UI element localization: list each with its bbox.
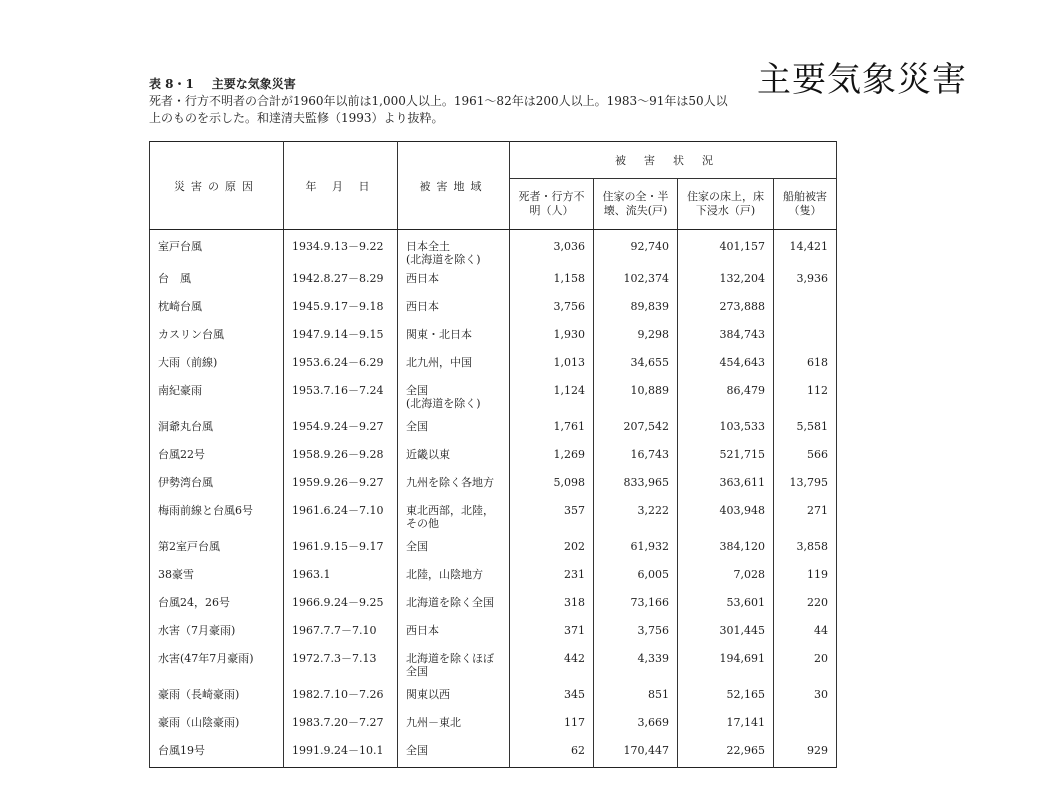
cell-ships: 929 xyxy=(774,739,837,768)
cell-dead: 357 xyxy=(510,499,594,535)
cell-region: 日本全土 (北海道を除く) xyxy=(398,230,510,268)
cell-period: 1953.7.16－7.24 xyxy=(284,379,398,415)
cell-destroyed: 102,374 xyxy=(594,267,678,295)
cell-ships: 44 xyxy=(774,619,837,647)
caption-note-line-2: 上のものを示した。和達清夫監修（1993）より抜粋。 xyxy=(149,111,444,125)
cell-ships: 20 xyxy=(774,647,837,683)
header-period: 年 月 日 xyxy=(284,142,398,230)
cell-destroyed: 92,740 xyxy=(594,230,678,268)
cell-cause: 洞爺丸台風 xyxy=(150,415,284,443)
cell-cause: 38豪雪 xyxy=(150,563,284,591)
cell-destroyed: 6,005 xyxy=(594,563,678,591)
cell-dead: 1,124 xyxy=(510,379,594,415)
table-number: 表 8・1 xyxy=(149,77,194,91)
cell-dead: 231 xyxy=(510,563,594,591)
cell-destroyed: 207,542 xyxy=(594,415,678,443)
cell-cause: 台風22号 xyxy=(150,443,284,471)
cell-flooded: 17,141 xyxy=(678,711,774,739)
cell-cause: 水害（7月豪雨) xyxy=(150,619,284,647)
table-row xyxy=(150,230,837,268)
cell-flooded: 103,533 xyxy=(678,415,774,443)
cell-ships: 30 xyxy=(774,683,837,711)
cell-period: 1963.1 xyxy=(284,563,398,591)
cell-dead: 1,013 xyxy=(510,351,594,379)
cell-region: 全国 xyxy=(398,415,510,443)
cell-dead: 5,098 xyxy=(510,471,594,499)
cell-cause: 大雨（前線) xyxy=(150,351,284,379)
cell-period: 1982.7.10－7.26 xyxy=(284,683,398,711)
cell-cause: 台 風 xyxy=(150,267,284,295)
cell-cause: 伊勢湾台風 xyxy=(150,471,284,499)
cell-cause: 枕崎台風 xyxy=(150,295,284,323)
slide-title: 主要気象災害 xyxy=(757,60,967,100)
cell-ships: 618 xyxy=(774,351,837,379)
table-row xyxy=(150,563,837,591)
table-row xyxy=(150,415,837,443)
cell-dead: 62 xyxy=(510,739,594,768)
cell-flooded: 22,965 xyxy=(678,739,774,768)
cell-dead: 1,761 xyxy=(510,415,594,443)
cell-region: 全国 xyxy=(398,739,510,768)
cell-region: 東北西部，北陸， その他 xyxy=(398,499,510,535)
cell-period: 1953.6.24－6.29 xyxy=(284,351,398,379)
cell-ships: 119 xyxy=(774,563,837,591)
cell-period: 1947.9.14－9.15 xyxy=(284,323,398,351)
cell-period: 1958.9.26－9.28 xyxy=(284,443,398,471)
cell-flooded: 363,611 xyxy=(678,471,774,499)
cell-cause: 室戸台風 xyxy=(150,230,284,268)
cell-destroyed: 73,166 xyxy=(594,591,678,619)
cell-flooded: 7,028 xyxy=(678,563,774,591)
cell-ships xyxy=(774,323,837,351)
cell-destroyed: 16,743 xyxy=(594,443,678,471)
cell-period: 1966.9.24－9.25 xyxy=(284,591,398,619)
cell-ships: 13,795 xyxy=(774,471,837,499)
cell-cause: 豪雨（長崎豪雨) xyxy=(150,683,284,711)
cell-region: 西日本 xyxy=(398,295,510,323)
cell-destroyed: 833,965 xyxy=(594,471,678,499)
table-body xyxy=(150,230,837,768)
table-row xyxy=(150,535,837,563)
cell-region: 関東以西 xyxy=(398,683,510,711)
cell-dead: 371 xyxy=(510,619,594,647)
header-region: 被害地域 xyxy=(398,142,510,230)
cell-region: 北海道を除くほぼ 全国 xyxy=(398,647,510,683)
cell-ships: 14,421 xyxy=(774,230,837,268)
cell-cause: 台風19号 xyxy=(150,739,284,768)
table-row xyxy=(150,267,837,295)
cell-region: 近畿以東 xyxy=(398,443,510,471)
cell-region: 西日本 xyxy=(398,267,510,295)
cell-period: 1967.7.7－7.10 xyxy=(284,619,398,647)
cell-cause: 豪雨（山陰豪雨) xyxy=(150,711,284,739)
cell-region: 北陸，山陰地方 xyxy=(398,563,510,591)
cell-period: 1945.9.17－9.18 xyxy=(284,295,398,323)
cell-period: 1991.9.24－10.1 xyxy=(284,739,398,768)
table-row xyxy=(150,591,837,619)
cell-flooded: 384,743 xyxy=(678,323,774,351)
cell-flooded: 52,165 xyxy=(678,683,774,711)
cell-period: 1954.9.24－9.27 xyxy=(284,415,398,443)
cell-cause: 南紀豪雨 xyxy=(150,379,284,415)
cell-ships: 566 xyxy=(774,443,837,471)
cell-flooded: 86,479 xyxy=(678,379,774,415)
table-row xyxy=(150,323,837,351)
cell-period: 1959.9.26－9.27 xyxy=(284,471,398,499)
cell-cause: 台風24，26号 xyxy=(150,591,284,619)
table-row xyxy=(150,619,837,647)
cell-destroyed: 89,839 xyxy=(594,295,678,323)
table-row xyxy=(150,379,837,415)
cell-dead: 202 xyxy=(510,535,594,563)
table-row xyxy=(150,443,837,471)
cell-dead: 117 xyxy=(510,711,594,739)
cell-dead: 3,756 xyxy=(510,295,594,323)
table-row xyxy=(150,647,837,683)
cell-flooded: 194,691 xyxy=(678,647,774,683)
cell-region: 九州を除く各地方 xyxy=(398,471,510,499)
header-flooded: 住家の床上，床下浸水（戸) xyxy=(678,179,774,230)
cell-period: 1961.6.24－7.10 xyxy=(284,499,398,535)
cell-destroyed: 4,339 xyxy=(594,647,678,683)
cell-period: 1972.7.3－7.13 xyxy=(284,647,398,683)
table-row xyxy=(150,683,837,711)
cell-destroyed: 61,932 xyxy=(594,535,678,563)
cell-destroyed: 10,889 xyxy=(594,379,678,415)
cell-destroyed: 3,669 xyxy=(594,711,678,739)
cell-dead: 1,269 xyxy=(510,443,594,471)
cell-flooded: 301,445 xyxy=(678,619,774,647)
cell-destroyed: 3,756 xyxy=(594,619,678,647)
cell-ships: 3,858 xyxy=(774,535,837,563)
header-ships: 船舶被害（隻） xyxy=(774,179,837,230)
cell-flooded: 401,157 xyxy=(678,230,774,268)
table-row xyxy=(150,471,837,499)
cell-region: 北海道を除く全国 xyxy=(398,591,510,619)
cell-dead: 345 xyxy=(510,683,594,711)
cell-region: 全国 (北海道を除く) xyxy=(398,379,510,415)
cell-period: 1934.9.13－9.22 xyxy=(284,230,398,268)
cell-region: 西日本 xyxy=(398,619,510,647)
cell-region: 関東・北日本 xyxy=(398,323,510,351)
cell-dead: 3,036 xyxy=(510,230,594,268)
cell-flooded: 273,888 xyxy=(678,295,774,323)
cell-flooded: 403,948 xyxy=(678,499,774,535)
cell-flooded: 132,204 xyxy=(678,267,774,295)
table-row xyxy=(150,499,837,535)
cell-destroyed: 170,447 xyxy=(594,739,678,768)
table-row xyxy=(150,739,837,768)
cell-dead: 442 xyxy=(510,647,594,683)
cell-cause: 第2室戸台風 xyxy=(150,535,284,563)
cell-destroyed: 851 xyxy=(594,683,678,711)
cell-flooded: 384,120 xyxy=(678,535,774,563)
cell-dead: 1,158 xyxy=(510,267,594,295)
header-destroyed: 住家の全・半壊、流失(戸) xyxy=(594,179,678,230)
table-title: 主要な気象災害 xyxy=(211,77,296,91)
cell-destroyed: 3,222 xyxy=(594,499,678,535)
table-row xyxy=(150,351,837,379)
caption-heading xyxy=(149,76,749,93)
cell-flooded: 454,643 xyxy=(678,351,774,379)
header-damage-group: 被害状況 xyxy=(510,142,837,179)
cell-region: 九州－東北 xyxy=(398,711,510,739)
cell-ships: 5,581 xyxy=(774,415,837,443)
cell-destroyed: 34,655 xyxy=(594,351,678,379)
cell-ships: 271 xyxy=(774,499,837,535)
cell-flooded: 521,715 xyxy=(678,443,774,471)
cell-cause: 水害(47年7月豪雨) xyxy=(150,647,284,683)
cell-dead: 1,930 xyxy=(510,323,594,351)
header-dead: 死者・行方不明（人） xyxy=(510,179,594,230)
cell-period: 1961.9.15－9.17 xyxy=(284,535,398,563)
cell-region: 北九州，中国 xyxy=(398,351,510,379)
cell-flooded: 53,601 xyxy=(678,591,774,619)
disaster-table xyxy=(149,141,837,768)
cell-ships xyxy=(774,711,837,739)
cell-cause: 梅雨前線と台風6号 xyxy=(150,499,284,535)
cell-dead: 318 xyxy=(510,591,594,619)
table-row xyxy=(150,711,837,739)
table-caption xyxy=(149,76,749,127)
caption-note-line-1: 死者・行方不明者の合計が1960年以前は1,000人以上。1961～82年は200人以上。1983～91年は50人以 xyxy=(149,94,728,108)
cell-ships: 112 xyxy=(774,379,837,415)
cell-cause: カスリン台風 xyxy=(150,323,284,351)
cell-period: 1983.7.20－7.27 xyxy=(284,711,398,739)
cell-period: 1942.8.27－8.29 xyxy=(284,267,398,295)
cell-destroyed: 9,298 xyxy=(594,323,678,351)
cell-ships xyxy=(774,295,837,323)
header-cause: 災害の原因 xyxy=(150,142,284,230)
table-row xyxy=(150,295,837,323)
cell-region: 全国 xyxy=(398,535,510,563)
cell-ships: 220 xyxy=(774,591,837,619)
cell-ships: 3,936 xyxy=(774,267,837,295)
